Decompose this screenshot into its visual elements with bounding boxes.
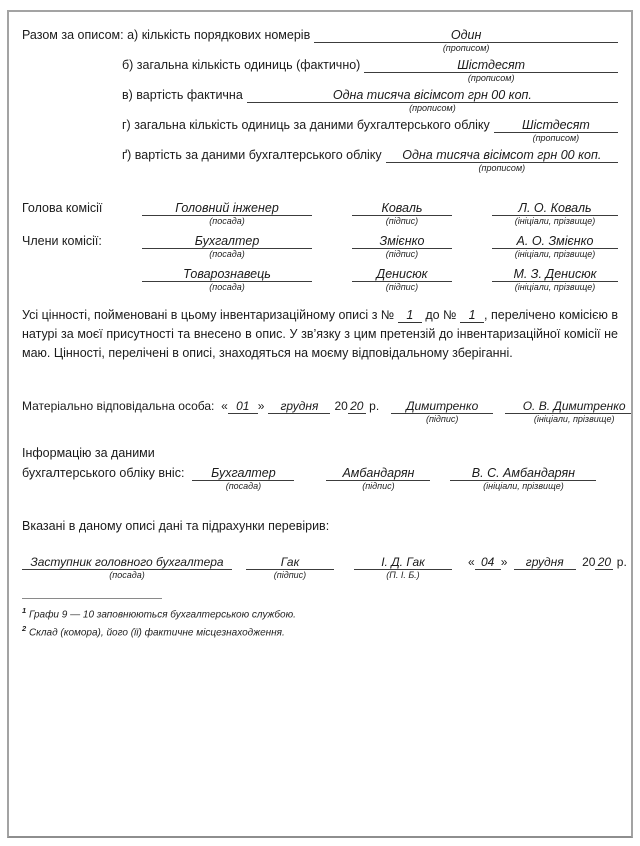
member1-name: А. О. Змієнко (516, 234, 594, 248)
chair-name: Л. О. Коваль (518, 201, 592, 215)
chair-signature-caption: (підпис) (385, 216, 419, 226)
member1-signature-caption: (підпис) (385, 249, 419, 259)
footnote-1-marker: 1 (22, 606, 27, 615)
form-page (7, 10, 633, 838)
accounting-role-caption: (посада) (225, 481, 262, 491)
chair-role-caption: (посада) (209, 216, 245, 226)
member1-role: Бухгалтер (194, 234, 260, 248)
total-g-caption: (прописом) (478, 163, 526, 173)
responsible-day-field[interactable]: 01 (228, 399, 258, 414)
total-h-label: г) загальна кількість одиниць за даними бухгалтерського обліку (122, 118, 490, 132)
total-a-value: Один (450, 28, 482, 42)
responsible-signature-field[interactable] (391, 399, 493, 424)
member2-signature-caption: (підпис) (385, 282, 419, 292)
verification-name: І. Д. Гак (381, 555, 425, 569)
totals-intro-label: Разом за описом: (22, 28, 124, 42)
quote-open: « (221, 399, 228, 413)
member2-name-caption: (ініціали, прізвище) (514, 282, 596, 292)
statement-part3: , перелічено комісією в натурі за моєї присутності та внесено в опис. У зв’язку з цим претензій до інвентаризаційної комісії не маю. Цінності, перелічені в описі, знаходяться на моєму відповідальному зберіганні. (22, 308, 618, 360)
total-h-value: Шістдесят (521, 118, 590, 132)
total-g-field[interactable] (386, 148, 618, 173)
chair-name-caption: (ініціали, прізвище) (514, 216, 596, 226)
member2-name: М. З. Денисюк (513, 267, 597, 281)
chair-role-field[interactable] (142, 201, 312, 226)
verification-row (22, 555, 627, 580)
responsible-year-field[interactable]: 20 (348, 399, 366, 414)
member2-signature-field[interactable] (352, 267, 452, 292)
member1-role-field[interactable] (142, 234, 312, 259)
responsible-person-row (22, 399, 626, 424)
total-v-field[interactable] (247, 88, 618, 113)
statement-paragraph (22, 306, 618, 363)
chair-signature-field[interactable] (352, 201, 452, 226)
accounting-row (22, 466, 618, 491)
accounting-label-line1: Інформацію за даними (22, 446, 155, 460)
responsible-name: О. В. Димитренко (522, 399, 626, 413)
accounting-name: В. С. Амбандарян (471, 466, 576, 480)
responsible-name-field[interactable] (505, 399, 633, 424)
footnote-2-text: Склад (комора), його (її) фактичне місцезнаходження. (28, 627, 285, 639)
total-h-field[interactable] (494, 118, 618, 143)
total-g-label: ґ) вартість за даними бухгалтерського обліку (122, 148, 382, 162)
total-b-field[interactable] (364, 58, 618, 83)
verification-year-prefix: 20 (582, 555, 596, 569)
statement-part1: Усі цінності, пойменовані в цьому інвентаризаційному описі з № (22, 308, 395, 322)
total-b-value: Шістдесят (457, 58, 526, 72)
accounting-label-line2: бухгалтерського обліку вніс: (22, 466, 185, 480)
verification-day-field[interactable]: 04 (475, 555, 501, 570)
verification-role-caption: (посада) (109, 570, 145, 580)
verification-month-field[interactable]: грудня (514, 555, 576, 570)
verification-section (22, 519, 627, 580)
chair-label: Голова комісії (22, 201, 103, 215)
responsible-year-label: р. (369, 399, 380, 413)
committee-member-row-2 (22, 267, 618, 292)
verification-year-field[interactable]: 20 (595, 555, 613, 570)
accounting-role: Бухгалтер (211, 466, 276, 480)
accounting-name-field[interactable] (450, 466, 596, 491)
quote-close: » (257, 399, 265, 413)
responsible-label: Матеріально відповідальна особа: (22, 399, 215, 413)
total-row-b (122, 58, 618, 83)
member1-signature-field[interactable] (352, 234, 452, 259)
member1-role-caption: (посада) (209, 249, 245, 259)
verification-role-field[interactable] (22, 555, 232, 580)
total-row-a (22, 28, 618, 53)
member1-name-caption: (ініціали, прізвище) (514, 249, 596, 259)
chair-role: Головний інженер (175, 201, 279, 215)
responsible-signature: Димитренко (406, 399, 479, 413)
footnote-1 (22, 604, 618, 622)
responsible-name-caption: (ініціали, прізвище) (533, 414, 615, 424)
quote-open-2: « (468, 555, 475, 569)
footnote-separator (22, 598, 162, 599)
totals-section (22, 28, 618, 173)
accounting-section (22, 446, 618, 491)
verification-year-label: р. (616, 555, 627, 569)
member1-signature: Змієнко (379, 234, 425, 248)
total-a-field[interactable] (314, 28, 618, 53)
total-v-value: Одна тисяча вісімсот грн 00 коп. (332, 88, 532, 102)
total-a-caption: (прописом) (442, 43, 490, 53)
footnote-2-marker: 2 (22, 624, 27, 634)
total-g-value: Одна тисяча вісімсот грн 00 коп. (402, 148, 602, 162)
accounting-signature-field[interactable] (326, 466, 430, 491)
verification-signature: Гак (280, 555, 300, 569)
chair-signature: Коваль (381, 201, 423, 215)
total-row-v (122, 88, 618, 113)
footnotes-section (22, 598, 618, 641)
member2-role: Товарознавець (183, 267, 271, 281)
total-v-caption: (прописом) (409, 103, 456, 113)
verification-label: Вказані в даному описі дані та підрахунки перевірив: (22, 519, 330, 533)
accounting-signature: Амбандарян (342, 466, 415, 480)
accounting-signature-caption: (підпис) (362, 481, 395, 491)
committee-chair-row (22, 201, 618, 226)
number-to-field[interactable]: 1 (460, 308, 484, 323)
member2-name-field[interactable] (492, 267, 618, 292)
verification-name-caption: (П. І. Б.) (386, 570, 420, 580)
verification-name-field[interactable] (354, 555, 452, 580)
total-b-caption: (прописом) (467, 73, 515, 83)
responsible-year-prefix: 20 (334, 399, 348, 413)
responsible-signature-caption: (підпис) (425, 414, 459, 424)
accounting-role-field[interactable] (192, 466, 294, 491)
total-h-caption: (прописом) (532, 133, 580, 143)
committee-member-row-1 (22, 234, 618, 259)
number-from-field[interactable]: 1 (398, 308, 422, 323)
statement-part2: до № (425, 308, 457, 322)
verification-signature-field[interactable] (246, 555, 334, 580)
total-a-label: а) кількість порядкових номерів (127, 28, 311, 42)
total-row-h (122, 118, 618, 143)
member2-signature: Денисюк (376, 267, 428, 281)
responsible-month-field[interactable]: грудня (268, 399, 330, 414)
footnote-1-text: Графи 9 — 10 заповнюються бухгалтерською службою. (28, 609, 296, 621)
chair-name-field[interactable] (492, 201, 618, 226)
member2-role-field[interactable] (142, 267, 312, 292)
quote-close-2: » (500, 555, 508, 569)
total-v-label: в) вартість фактична (122, 88, 243, 102)
accounting-name-caption: (ініціали, прізвище) (483, 481, 564, 491)
total-row-g (122, 148, 618, 173)
verification-date (468, 555, 627, 570)
committee-section (22, 201, 618, 292)
total-b-label: б) загальна кількість одиниць (фактично) (122, 58, 361, 72)
footnote-2 (22, 622, 618, 640)
verification-signature-caption: (підпис) (273, 570, 307, 580)
members-label: Члени комісії: (22, 234, 102, 248)
verification-role: Заступник головного бухгалтера (30, 555, 224, 569)
member1-name-field[interactable] (492, 234, 618, 259)
member2-role-caption: (посада) (209, 282, 245, 292)
